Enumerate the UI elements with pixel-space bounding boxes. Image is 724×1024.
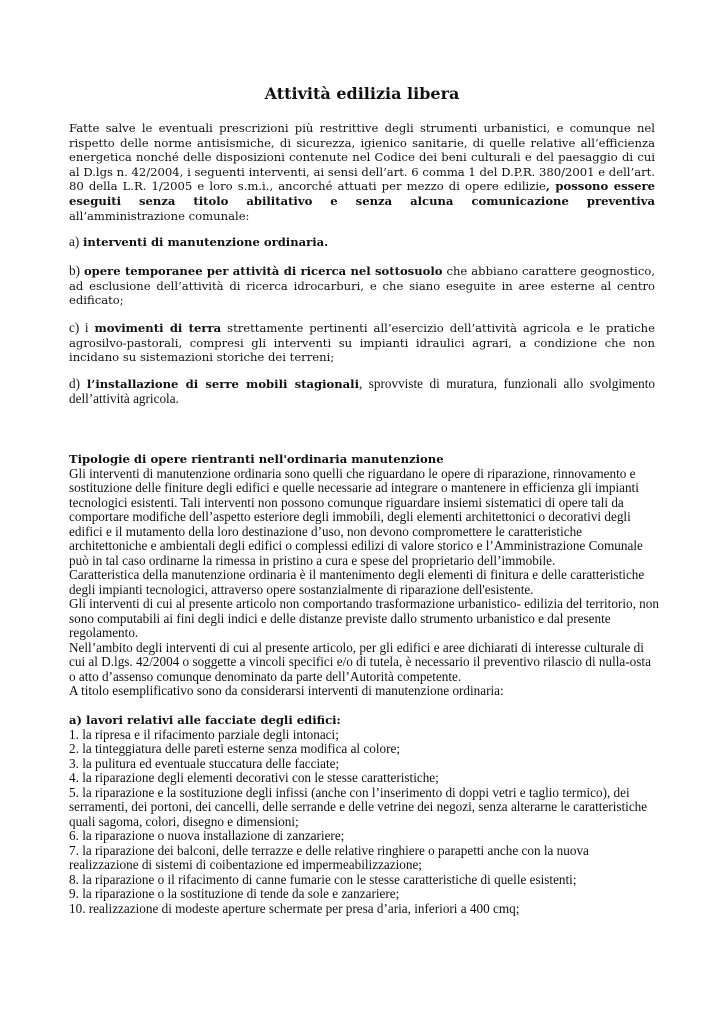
list-item: 6. la riparazione o nuova installazione di zanzariere; <box>69 828 345 843</box>
item-c <box>69 321 655 365</box>
item-d-text: , sprovviste di muratura, funzionali allo svolgimento dell’attività agricola. <box>69 376 655 406</box>
list-heading: a) lavori relativi alle facciate degli edifici: <box>69 713 341 727</box>
intro-paragraph <box>69 121 655 223</box>
maintenance-list <box>69 728 659 917</box>
item-b-text: che abbiano carattere geognostico, ad esclusione dell’attività di ricerca idrocarburi, e che siano eseguite in aree esterne al centro edificato; <box>69 264 656 308</box>
intro-text: Fatte salve le eventuali prescrizioni più restrittive degli strumenti urbanistici, e comunque nel rispetto delle norme antisismiche, di sicurezza, igienico sanitarie, di quelle relative all’efficienza energetica nonché delle disposizioni contenute nel Codice dei beni culturali e del paesaggio di cui al D.lgs n. 42/2004, i seguenti interventi, ai sensi dell’art. 6 comma 1 del D.P.R. 380/2001 e dell’art. 80 della L.R. 1/2005 e loro s.m.i., ancorché attuati per mezzo di opere edilizie <box>69 121 655 194</box>
page-title: Attività edilizia libera <box>264 84 460 103</box>
item-a-letter: a) <box>69 234 80 249</box>
item-b-bold: opere temporanee per attività di ricerca nel sottosuolo <box>83 264 443 278</box>
intro-bold: , possono essere eseguiti senza titolo abilitativo e senza alcuna comunicazione preventiva <box>69 179 655 208</box>
item-a <box>69 235 655 250</box>
item-d-bold: l’installazione di serre mobili stagionali <box>86 377 359 391</box>
list-item: 2. la tinteggiatura delle pareti esterne senza modifica al colore; <box>69 741 401 756</box>
section-paragraph-3: Gli interventi di cui al presente articolo non comportando trasformazione urbanistico- edilizia del territorio, non sono computabili ai fini degli indici e delle distanze previste dallo strumento urbanistico e dal presente regolamento. <box>69 596 659 640</box>
item-c-text: strettamente pertinenti all’esercizio dell’attività agricola e le pratiche agrosilvo-pastorali, compresi gli interventi su impianti idraulici agrari, a condizione che non incidano su sistemazioni storiche dei terreni; <box>69 321 656 365</box>
item-c-bold: movimenti di terra <box>94 321 222 335</box>
section-paragraph-4: Nell’ambito degli interventi di cui al presente articolo, per gli edifici e aree dichiarati di interesse culturale di cui al D.lgs. 42/2004 o soggette a vincoli specifici e/o di tutela, è necessario il preventivo rilascio di nulla-osta o atto d’assenso comunque denominato da parte dell’Autorità competente. <box>69 639 651 684</box>
list-item: 5. la riparazione e la sostituzione degli infissi (anche con l’inserimento di doppi vetri e taglio termico), dei serramenti, dei portoni, dei cancelli, delle serrande e delle vetrine dei negozi, senza alterarne le caratteristiche quali sagoma, colori, disegno e dimensioni; <box>69 784 648 829</box>
item-c-letter: c) i <box>69 320 89 335</box>
list-item: 1. la ripresa e il rifacimento parziale degli intonaci; <box>69 726 339 742</box>
section-heading: Tipologie di opere rientranti nell'ordinaria manutenzione <box>69 452 444 466</box>
item-d-letter: d) <box>69 376 80 391</box>
item-b <box>69 264 655 308</box>
spacer <box>69 699 659 714</box>
list-item: 10. realizzazione di modeste aperture schermate per presa d’aria, inferiori a 400 cmq; <box>69 900 520 916</box>
section-paragraph-1: Gli interventi di manutenzione ordinaria sono quelli che riguardano le opere di riparazione, rinnovamento e sostituzione delle finiture degli edifici e quelle necessarie ad integrare o mantenere in efficienza gli impianti tecnologici esistenti. Tali interventi non possono comunque riguardare insiemi sistematici di opere tali da comportare modifiche dell’aspetto esteriore degli immobili, degli elementi architettonici o decorativi degli edifici e il mutamento della loro destinazione d’uso, non devono compromettere le caratteristiche architettoniche e ambientali degli edifici o complessi edilizi di valore storico e l’Amministrazione Comunale può in tal caso ordinarne la rimessa in pristino a cura e spese del proprietario dell’immobile. <box>69 465 643 568</box>
item-a-bold: interventi di manutenzione ordinaria. <box>82 235 329 249</box>
list-item: 3. la pulitura ed eventuale stuccatura delle facciate; <box>69 755 340 771</box>
list-item: 4. la riparazione degli elementi decorativi con le stesse caratteristiche; <box>69 770 439 785</box>
section-ordinary-maintenance <box>69 452 659 916</box>
list-item: 9. la riparazione o la sostituzione di tende da sole e zanzariere; <box>69 886 400 901</box>
section-paragraph-2: Caratteristica della manutenzione ordinaria è il mantenimento degli elementi di finitura e delle caratteristiche degli impianti tecnologici, attraverso opere sostanzialmente di riparazione dell'esistente. <box>69 567 645 597</box>
intro-tail: all’amministrazione comunale: <box>69 208 250 223</box>
item-b-letter: b) <box>69 263 80 278</box>
item-d <box>69 377 655 406</box>
list-item: 7. la riparazione dei balconi, delle terrazze e delle relative ringhiere o parapetti anche con la nuova realizzazione di sistemi di coibentazione ed impermeabilizzazione; <box>69 842 589 872</box>
section-paragraph-5: A titolo esemplificativo sono da considerarsi interventi di manutenzione ordinaria: <box>69 683 504 698</box>
list-item: 8. la riparazione o il rifacimento di canne fumarie con le stesse caratteristiche di quelle esistenti; <box>69 871 577 887</box>
